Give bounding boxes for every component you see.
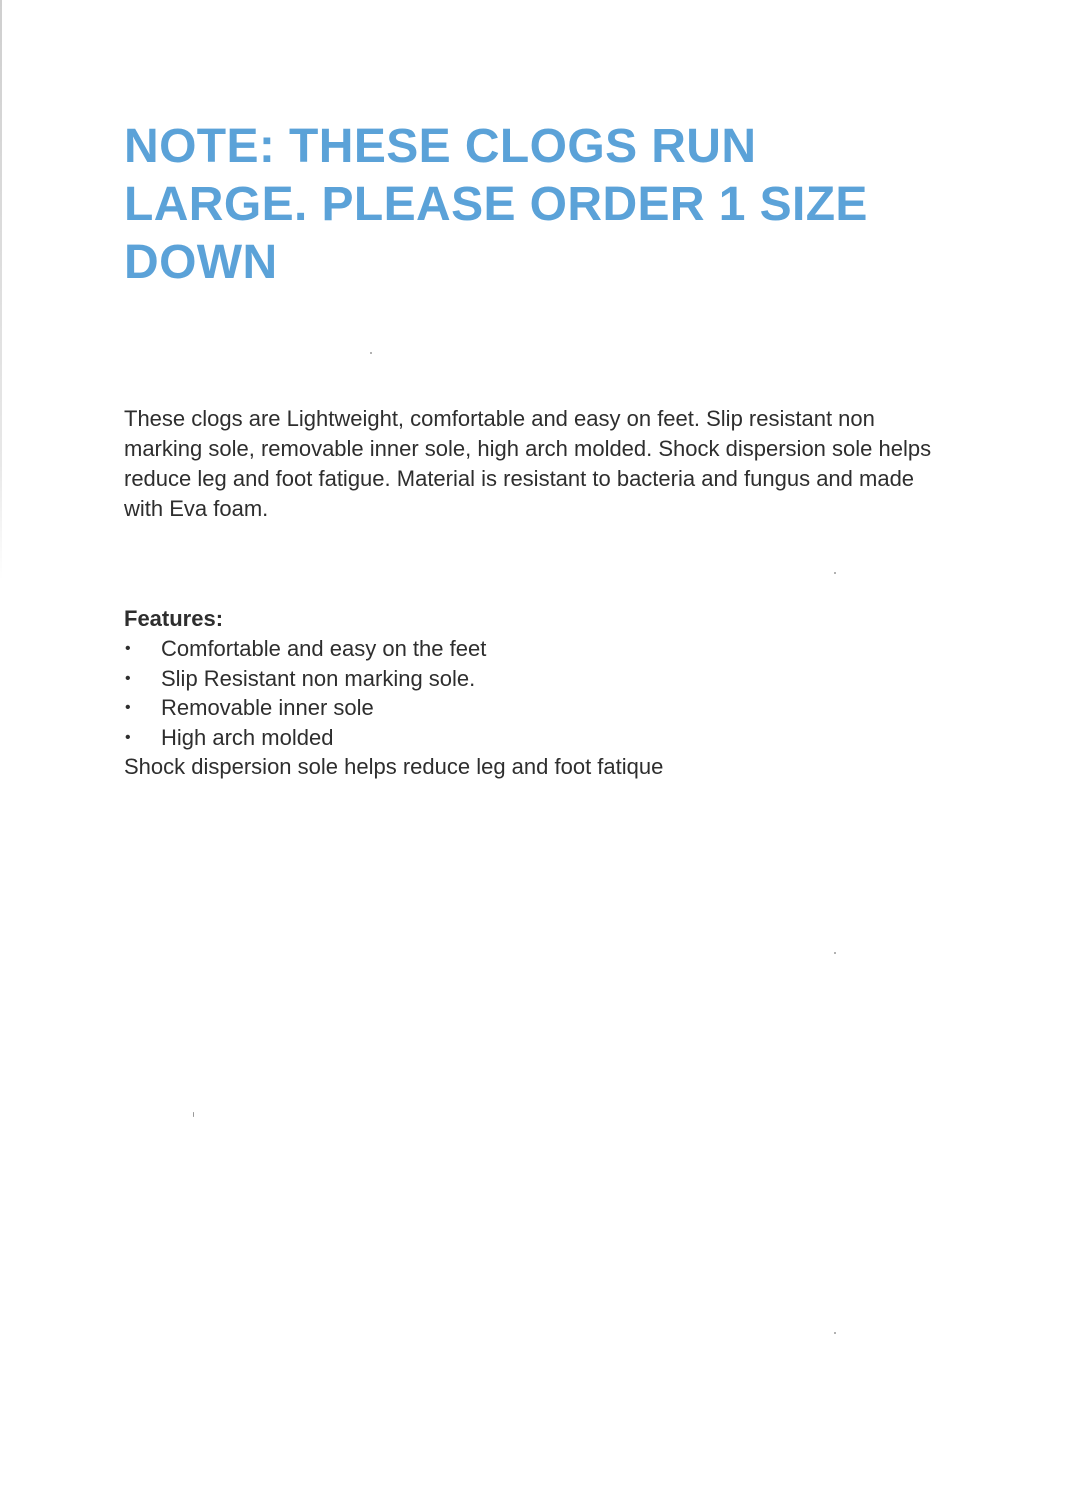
feature-item: [124, 634, 964, 664]
feature-item-text: Slip Resistant non marking sole.: [161, 665, 476, 691]
document-page: [124, 118, 964, 782]
scan-speck: [834, 1332, 836, 1334]
product-description: These clogs are Lightweight, comfortable and easy on feet. Slip resistant non marking sole, removable inner sole, high arch molded. Shock dispersion sole helps reduce leg and foot fatigue. Material is resistant to bacteria and fungus and made with Eva foam.: [124, 406, 932, 521]
feature-item-text: Removable inner sole: [161, 695, 374, 720]
scan-speck: [193, 1112, 194, 1117]
shock-dispersion-line: Shock dispersion sole helps reduce leg and foot fatique: [124, 754, 664, 779]
features-heading: Features:: [124, 606, 224, 631]
bullet-icon: •: [125, 669, 131, 687]
bullet-icon: •: [125, 699, 131, 716]
size-notice-heading: NOTE: THESE CLOGS RUN LARGE. PLEASE ORDER 1 SIZE DOWN: [124, 120, 868, 289]
feature-item: [124, 693, 964, 723]
feature-item: [124, 664, 964, 694]
feature-item: [124, 723, 964, 753]
bullet-icon: •: [125, 728, 131, 746]
feature-item-text: High arch molded: [161, 724, 334, 750]
scan-speck: [370, 352, 372, 354]
bullet-icon: •: [125, 640, 131, 657]
scan-speck: [834, 952, 836, 954]
features-list: [124, 634, 964, 752]
scan-edge: [0, 0, 2, 580]
feature-item-text: Comfortable and easy on the feet: [161, 636, 487, 661]
scan-speck: [834, 572, 836, 574]
